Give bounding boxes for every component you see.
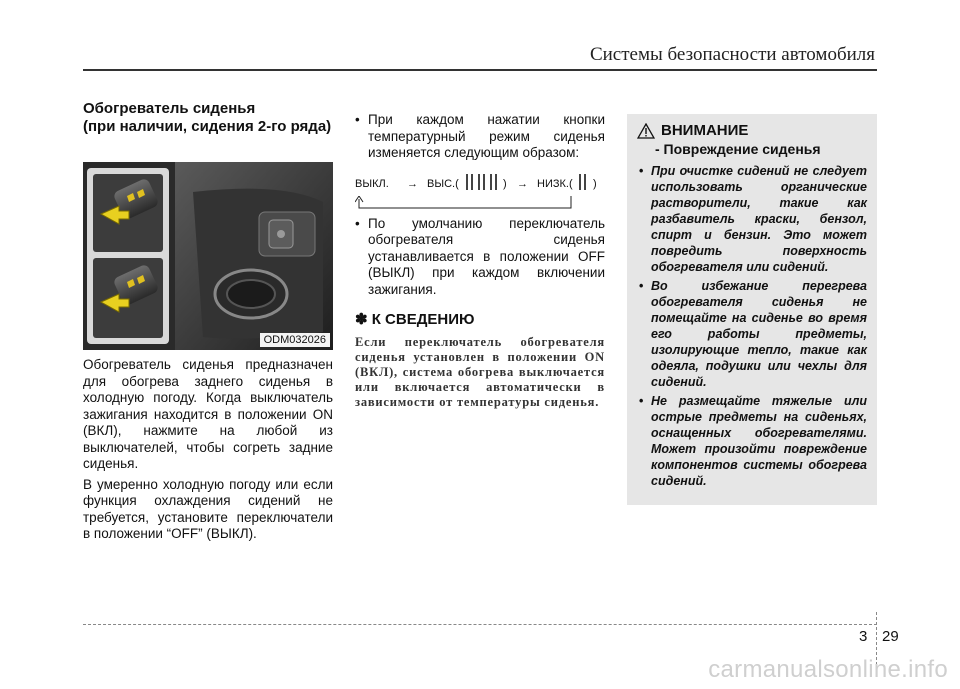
caution-title: ВНИМАНИЕ (661, 122, 749, 139)
bullet-dot: • (355, 215, 360, 231)
page-header-title: Системы безопасности автомобиля (589, 44, 875, 65)
heat-high-icon (463, 171, 499, 193)
seq-high-close: ) (503, 177, 507, 190)
left-body-text (83, 357, 333, 547)
section-title-line2: (при наличии, сидения 2-го ряда) (83, 118, 332, 135)
heat-mode-sequence (355, 166, 605, 216)
bullet-dot: • (639, 164, 644, 178)
caution-item (637, 278, 867, 390)
seq-off-label: ВЫКЛ. (355, 177, 389, 190)
bullet-item-1 (355, 112, 605, 162)
caution-item-text: Не размещайте тяжелые или острые предметы на сиденьях, оснащенных обогревателями. Может произойти повреждение компонентов системы обогрева сидений. (651, 394, 867, 488)
bullet-text-2: По умолчанию переключатель обогревателя сиденья устанавливается в положении OFF (ВЫКЛ) при каждом включении зажигания. (368, 215, 605, 297)
photo-code-label: ODM032026 (260, 333, 330, 347)
page-number: 29 (882, 628, 899, 645)
seq-return-arrow (355, 196, 573, 212)
watermark: carmanualsonline.info (708, 656, 948, 683)
left-column (83, 100, 333, 136)
seat-heater-switch-photo (83, 162, 333, 350)
middle-column (355, 112, 605, 410)
caution-subtitle: - Повреждение сиденья (655, 141, 821, 157)
caution-item (637, 393, 867, 489)
caution-item-text: При очистке сидений не следует использовать органические растворители, такие как разбавитель краски, бензол, спирт и бензин. Это может повредить поверхность обогревателя или сидений. (651, 164, 867, 274)
seq-arrow-2: → (517, 177, 528, 190)
footer-rule (83, 624, 877, 625)
door-panel-illustration (83, 162, 333, 350)
section-title-line1: Обогреватель сиденья (83, 100, 256, 117)
chapter-number: 3 (859, 628, 868, 645)
info-title: ✽ К СВЕДЕНИЮ (355, 311, 475, 328)
seq-low-label: НИЗК.( (537, 177, 573, 190)
caution-item-text: Во избежание перегрева обогревателя сиденья не помещайте на сиденье во время его работы предметы, изолирующие тепло, такие как одеяла, подушки или чехлы для сидений. (651, 279, 867, 389)
bullet-dot: • (639, 394, 644, 408)
warning-triangle-icon (637, 123, 655, 139)
bullet-item-2 (355, 216, 605, 299)
caution-item (637, 163, 867, 275)
left-paragraph-2: В умеренно холодную погоду или если функция охлаждения сидений не требуется, установите переключатели в положении “OFF” (ВЫКЛ). (83, 476, 333, 541)
bullet-dot: • (639, 279, 644, 293)
caution-box (627, 114, 877, 505)
seq-low-close: ) (593, 177, 597, 190)
bullet-text-1: При каждом нажатии кнопки температурный режим сиденья изменяется следующим образом: (368, 112, 605, 160)
seq-high-label: ВЫС.( (427, 177, 459, 190)
left-paragraph-1: Обогреватель сиденья предназначен для обогрева заднего сиденья в холодную погоду. Когда выключатель зажигания находится в положении ON (ВКЛ), нажмите на любой из выключателей, чтобы согреть задние сиденья. (83, 357, 333, 471)
caution-title-row (637, 122, 867, 139)
bullet-dot: • (355, 112, 360, 127)
heat-low-icon (576, 171, 590, 193)
seq-arrow-1: → (407, 177, 418, 190)
info-text: Если переключатель обогревателя сиденья установлен в положении ON (ВКЛ), система обогрева выключается или включается автоматически в зависимости от температуры сиденья. (355, 334, 605, 409)
header-rule (83, 69, 877, 71)
